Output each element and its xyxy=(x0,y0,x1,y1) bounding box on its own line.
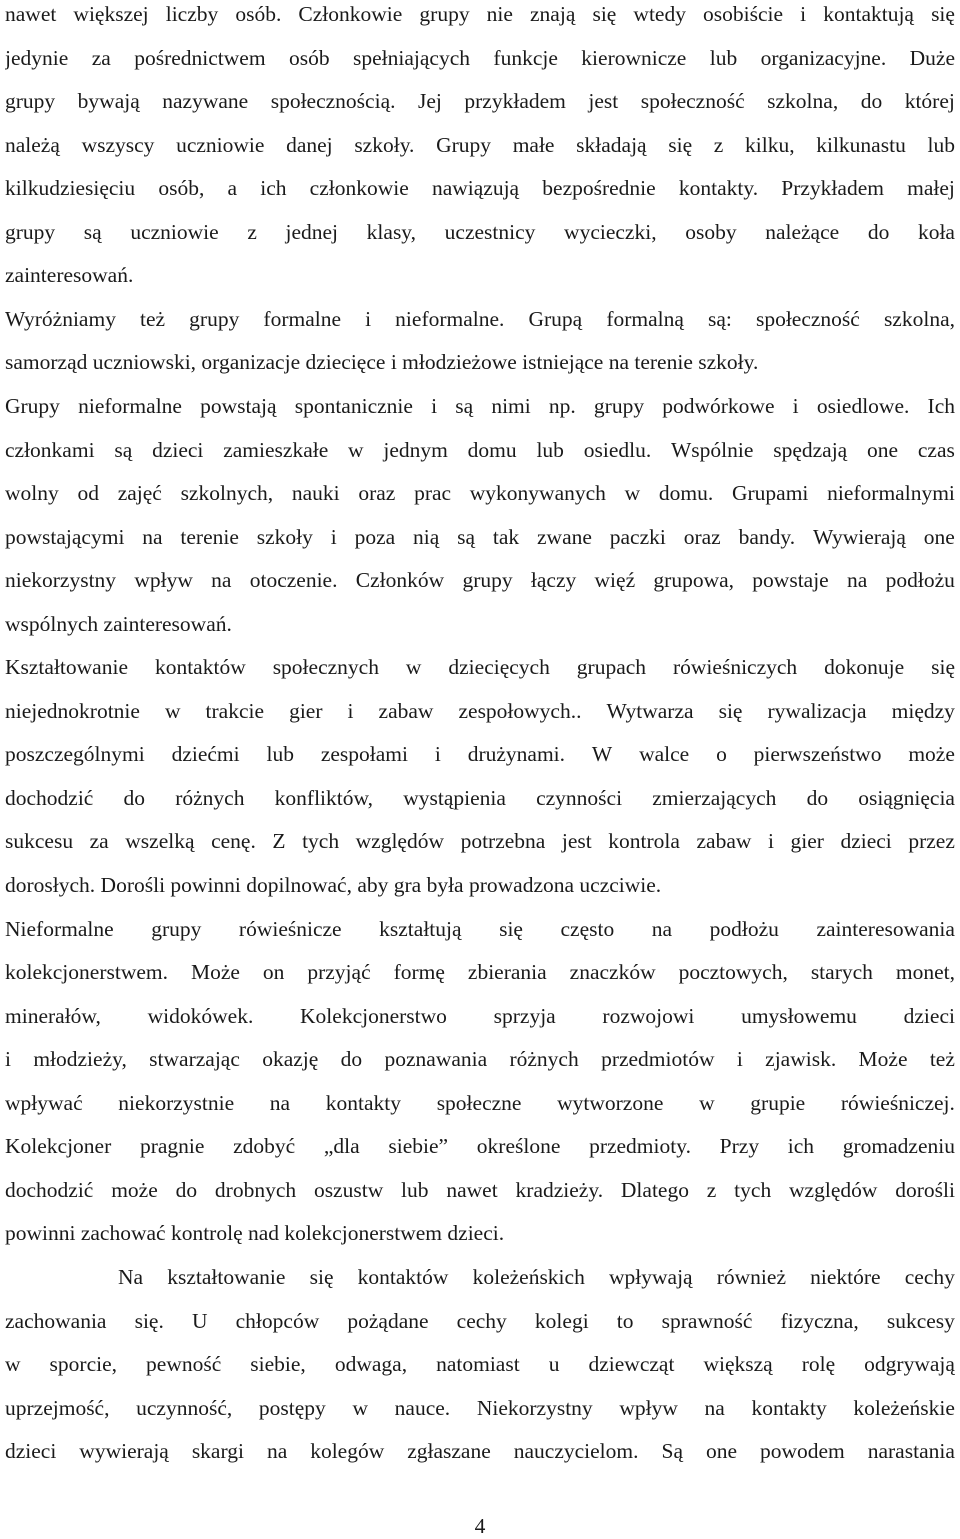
text-line: jedynie za pośrednictwem osób spełniających funkcje kierownicze lub organizacyjne. Duże xyxy=(5,45,955,70)
text-line: sukcesu za wszelką cenę. Z tych względów potrzebna jest kontrola zabaw i gier dzieci przez xyxy=(5,829,955,854)
text-line: członkami są dzieci zamieszkałe w jednym domu lub osiedlu. Wspólnie spędzają one czas xyxy=(5,437,955,462)
text-line: należą wszyscy uczniowie danej szkoły. Grupy małe składają się z kilku, kilkunastu lub xyxy=(5,132,955,157)
text-line: i młodzieży, stwarzając okazję do poznawania różnych przedmiotów i zjawisk. Może też xyxy=(5,1047,955,1072)
text-line: grupy są uczniowie z jednej klasy, uczestnicy wycieczki, osoby należące do koła xyxy=(5,219,955,244)
text-line: dzieci wywierają skargi na kolegów zgłaszane nauczycielom. Są one powodem narastania xyxy=(5,1439,955,1464)
text-line: kilkudziesięciu osób, a ich członkowie nawiązują bezpośrednie kontakty. Przykładem małej xyxy=(5,176,955,201)
text-line: Kształtowanie kontaktów społecznych w dziecięcych grupach rówieśniczych dokonuje się xyxy=(5,655,955,680)
text-line: dorosłych. Dorośli powinni dopilnować, aby gra była prowadzona uczciwie. xyxy=(5,873,662,897)
text-line: dochodzić może do drobnych oszustw lub nawet kradzieży. Dlatego z tych względów dorośli xyxy=(5,1177,955,1202)
page-number: 4 xyxy=(474,1514,486,1538)
text-line: Kolekcjoner pragnie zdobyć „dla siebie” określone przedmioty. Przy ich gromadzeniu xyxy=(5,1134,955,1159)
text-line: w sporcie, pewność siebie, odwaga, natomiast u dziewcząt większą rolę odgrywają xyxy=(5,1352,955,1377)
text-line: samorząd uczniowski, organizacje dziecięce i młodzieżowe istniejące na terenie szkoły. xyxy=(5,350,759,375)
text-line: niejednokrotnie w trakcie gier i zabaw zespołowych.. Wytwarza się rywalizacja między xyxy=(5,698,955,723)
text-line: Na kształtowanie się kontaktów koleżeńskich wpływają również niektóre cechy xyxy=(118,1264,955,1289)
text-line: Grupy nieformalne powstają spontanicznie i są nimi np. grupy podwórkowe i osiedlowe. Ich xyxy=(5,393,955,418)
text-line: wspólnych zainteresowań. xyxy=(5,611,232,636)
text-line: Nieformalne grupy rówieśnicze kształtują się często na podłożu zainteresowania xyxy=(5,916,955,941)
text-line: zainteresowań. xyxy=(5,263,134,288)
text-line: wpływać niekorzystnie na kontakty społeczne wytworzone w grupie rówieśniczej. xyxy=(5,1090,955,1115)
text-line: kolekcjonerstwem. Może on przyjąć formę zbierania znaczków pocztowych, starych monet, xyxy=(5,960,955,985)
text-line: Wyróżniamy też grupy formalne i nieformalne. Grupą formalną są: społeczność szkolna, xyxy=(5,306,955,331)
text-line: poszczególnymi dziećmi lub zespołami i drużynami. W walce o pierwszeństwo może xyxy=(5,742,955,767)
text-line: zachowania się. U chłopców pożądane cechy kolegi to sprawność fizyczna, sukcesy xyxy=(5,1308,955,1333)
text-line: powstającymi na terenie szkoły i poza nią są tak zwane paczki oraz bandy. Wywierają one xyxy=(5,524,955,549)
text-line: wolny od zajęć szkolnych, nauki oraz prac wykonywanych w domu. Grupami nieformalnymi xyxy=(5,481,955,506)
text-line: dochodzić do różnych konfliktów, wystąpienia czynności zmierzających do osiągnięcia xyxy=(5,785,955,810)
text-line: grupy bywają nazywane społecznością. Jej przykładem jest społeczność szkolna, do której xyxy=(5,89,955,114)
text-line: niekorzystny wpływ na otoczenie. Członków grupy łączy więź grupowa, powstaje na podłożu xyxy=(5,568,955,593)
text-line: powinni zachować kontrolę nad kolekcjonerstwem dzieci. xyxy=(5,1221,505,1246)
text-line: nawet większej liczby osób. Członkowie grupy nie znają się wtedy osobiście i kontaktują się xyxy=(5,2,955,26)
text-line: uprzejmość, uczynność, postępy w nauce. Niekorzystny wpływ na kontakty koleżeńskie xyxy=(5,1395,955,1420)
text-line: minerałów, widokówek. Kolekcjonerstwo sprzyja rozwojowi umysłowemu dzieci xyxy=(5,1003,955,1028)
